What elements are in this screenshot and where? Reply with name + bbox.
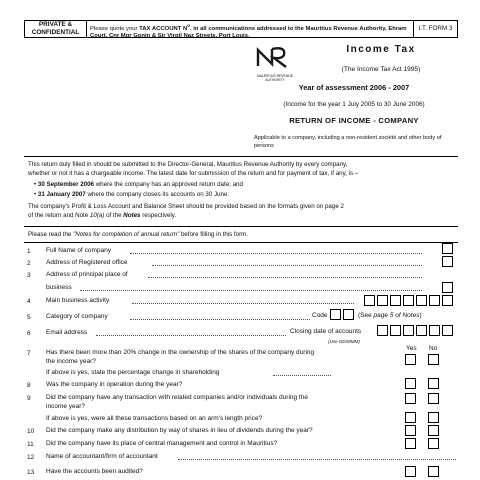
activity-code-box-1[interactable] (364, 295, 375, 306)
item-number: 4 (27, 298, 31, 305)
quote-text-2: TAX ACCOUNT N (139, 25, 188, 32)
applicability-note: Applicable to a company, including a non-resident société and other body of persons (254, 135, 442, 149)
registered-office-box[interactable] (442, 256, 453, 267)
divider (24, 226, 458, 227)
q13-yes-box[interactable] (405, 466, 416, 477)
closing-date-box-1[interactable] (377, 325, 388, 336)
bullet-1-text: where the company has an approved return date; and (93, 181, 243, 188)
item-number: 5 (27, 314, 31, 321)
intro-line-4d: Notes (123, 212, 141, 219)
return-title: RETURN OF INCOME - COMPANY (289, 116, 419, 125)
read-notes-line (28, 231, 458, 239)
activity-code-box-5[interactable] (416, 295, 427, 306)
intro-line-1: This return duly filled in should be submitted to the Director-General, Mauritius Revenue Authority by every company, (28, 161, 348, 168)
q10-no-box[interactable] (428, 425, 439, 436)
see-notes-ref (358, 312, 422, 319)
closing-date-box-3[interactable] (403, 325, 414, 336)
principal-place-field[interactable] (148, 272, 422, 278)
see-notes-a: (See (358, 312, 374, 319)
item-number: 3 (27, 272, 31, 279)
mra-logo-mark (250, 46, 300, 68)
item-number: 2 (27, 260, 31, 267)
quote-text-5: Mauritius Revenue Authority, Ehram Court, Cnr Mgr Gonin & Sir Virgil Naz Streets, Port Louis. (90, 25, 407, 40)
intro-line-4c: of the (104, 212, 124, 219)
bullet-2: • 31 January 2007 where the company closes its accounts on 30 June. (34, 191, 230, 198)
category-code-box-2[interactable] (343, 309, 354, 320)
business-label: business (46, 284, 72, 291)
quote-notice (90, 22, 414, 41)
divider (24, 156, 458, 157)
principal-place-box[interactable] (442, 282, 453, 293)
closing-date-label: Closing date of accounts (290, 328, 362, 335)
q7-yes-box[interactable] (405, 354, 416, 365)
closing-date-box-4[interactable] (416, 325, 427, 336)
category-field[interactable] (130, 314, 310, 320)
q7-no-box[interactable] (428, 354, 439, 365)
category-label: Category of company (46, 313, 108, 320)
intro-line-3: The company's Profit & Loss Account and Balance Sheet should be provided based on the formats given on page 2 (28, 203, 344, 210)
item-number: 1 (27, 248, 31, 255)
read-notes-a: Please read the (28, 231, 74, 238)
q8-yes-box[interactable] (405, 378, 416, 389)
date-format-hint: (Use DD/MMM) (328, 339, 360, 344)
see-notes-c: ) (419, 312, 422, 319)
title: Income Tax (346, 44, 416, 55)
activity-code-box-7[interactable] (442, 295, 453, 306)
year-of-assessment: Year of assessment 2006 - 2007 (298, 83, 410, 92)
q12-text: Name of accountant/firm of accountant (46, 453, 158, 460)
closing-date-box-6[interactable] (442, 325, 453, 336)
logo-text-1: MAURITIUS REVENUE (257, 74, 293, 78)
q8-text: Was the company in operation during the year? (46, 381, 183, 388)
main-activity-field[interactable] (132, 298, 354, 304)
registered-office-label: Address of Registered office (46, 259, 128, 266)
income-period: (Income for the year 1 July 2005 to 30 June 2006) (283, 101, 425, 108)
accountant-name-field[interactable] (178, 454, 456, 460)
intro-line-2: whether or not it has a chargeable income. The latest date for submission of the return and for payment of tax, if any, is – (28, 170, 359, 177)
full-name-label: Full Name of company (46, 247, 112, 254)
read-notes-c: before filling in this form. (179, 231, 249, 238)
q7-text-3: If above is yes, state the percentage change in shareholding (46, 369, 220, 376)
registered-office-field[interactable] (152, 260, 422, 266)
principal-place-label: Address of principal place of (46, 271, 128, 278)
form-id: I.T. FORM 3 (413, 21, 457, 37)
confidential-text: CONFIDENTIAL (31, 28, 80, 36)
q10-text: Did the company make any distribution by way of shares in lieu of dividends during the year? (46, 427, 313, 434)
shareholding-change-field[interactable] (273, 370, 331, 376)
private-text: PRIVATE & (38, 21, 73, 28)
item-number: 6 (27, 330, 31, 337)
item-number: 10 (27, 428, 35, 435)
bullet-1: • 30 September 2006 where the company has an approved return date; and (34, 181, 243, 188)
read-notes-b: "Notes for completion of annual return" (73, 231, 180, 238)
activity-code-box-2[interactable] (377, 295, 388, 306)
q9-text-2: income year? (46, 403, 86, 410)
see-notes-b: page 5 of Notes (373, 312, 420, 319)
bullet-2-date: 31 January 2007 (37, 191, 86, 198)
item-number: 8 (27, 382, 31, 389)
category-code-box-1[interactable] (330, 309, 341, 320)
main-activity-label: Main business activity (46, 297, 110, 304)
q9-yes-box[interactable] (405, 393, 416, 404)
q13-text: Have the accounts been audited? (46, 468, 143, 475)
q9-text-3: If above is yes, were all these transactions based on an arm's length price? (46, 415, 263, 422)
item-number: 7 (27, 350, 31, 357)
full-name-field[interactable] (130, 248, 422, 254)
closing-date-box-2[interactable] (390, 325, 401, 336)
quote-text-4: . in all communications addressed to the (189, 25, 306, 32)
principal-place-field-2[interactable] (80, 285, 422, 291)
q9c-yes-box[interactable] (405, 412, 416, 423)
intro-line-4b: 10(a) (89, 212, 105, 219)
q11-text: Did the company have its place of central management and control in Mauritius? (46, 440, 278, 447)
header-box (24, 20, 458, 38)
q11-no-box[interactable] (428, 438, 439, 449)
act-reference: (The Income Tax Act 1995) (341, 66, 421, 73)
closing-date-box-5[interactable] (429, 325, 440, 336)
q11-yes-box[interactable] (405, 438, 416, 449)
item-number: 9 (27, 395, 31, 402)
no-header: No (429, 345, 438, 352)
bullet-1-date: 30 September 2006 (37, 181, 94, 188)
confidential-label (25, 21, 87, 37)
yes-header: Yes (406, 345, 417, 352)
item-number: 12 (27, 454, 35, 461)
intro-line-4a: of the return and Note (28, 212, 90, 219)
activity-code-box-6[interactable] (429, 295, 440, 306)
activity-code-box-4[interactable] (403, 295, 414, 306)
q9-text-1: Did the company have any transaction with related companies and/or individuals during the (46, 394, 308, 401)
intro-line-4 (28, 212, 458, 220)
q8-no-box[interactable] (428, 378, 439, 389)
q9c-no-box[interactable] (428, 412, 439, 423)
item-number: 13 (27, 469, 35, 476)
q13-no-box[interactable] (428, 466, 439, 477)
q7-text-2: the income year? (46, 358, 96, 365)
email-field[interactable] (96, 330, 286, 336)
mra-logo (250, 46, 300, 82)
bullet-2-text: where the company closes its accounts on 30 June. (85, 191, 230, 198)
q10-yes-box[interactable] (405, 425, 416, 436)
q7-text-1: Has there been more than 20% change in the ownership of the shares of the company during (46, 349, 315, 356)
intro-line-4e: respectively. (140, 212, 177, 219)
divider (24, 242, 458, 243)
activity-code-box-3[interactable] (390, 295, 401, 306)
full-name-box[interactable] (442, 243, 453, 254)
email-label: Email address (46, 329, 88, 336)
item-number: 11 (27, 441, 34, 448)
quote-text-1: Please quote your (90, 25, 140, 32)
code-label: Code (312, 312, 328, 319)
quote-text-3: o (187, 23, 190, 28)
logo-text-2: AUTHORITY (265, 78, 285, 82)
q9-no-box[interactable] (428, 393, 439, 404)
